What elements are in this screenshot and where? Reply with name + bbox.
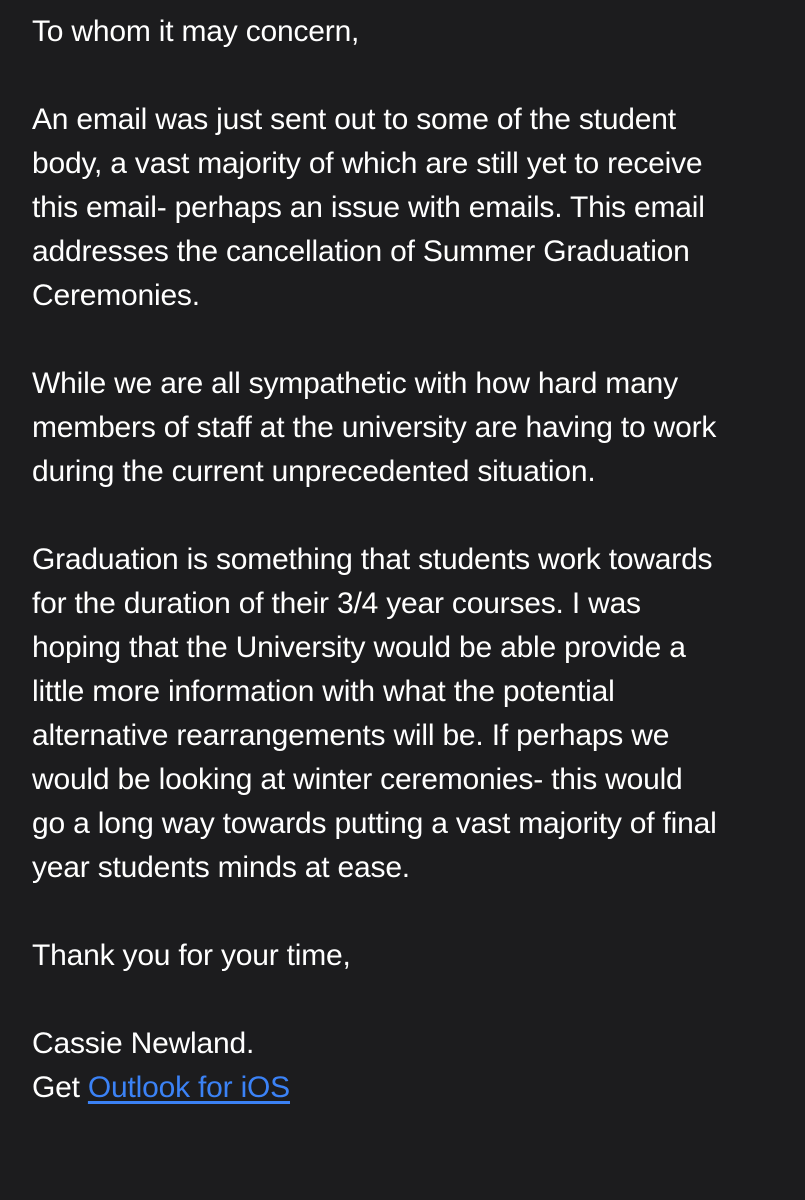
- greeting-line: To whom it may concern,: [32, 15, 360, 48]
- paragraph-line: little more information with what the potential: [32, 675, 615, 708]
- paragraph-line: While we are all sympathetic with how hard many: [32, 367, 678, 400]
- paragraph-line: body, a vast majority of which are still yet to receive: [32, 147, 703, 180]
- paragraph-line: this email- perhaps an issue with emails. This email: [32, 191, 705, 224]
- paragraph-line: An email was just sent out to some of the student: [32, 103, 676, 136]
- paragraph-sympathy: [32, 362, 773, 494]
- paragraph-line: members of staff at the university are having to work: [32, 411, 717, 444]
- paragraph-line: hoping that the University would be able provide a: [32, 631, 686, 664]
- footer-line: [32, 1066, 773, 1110]
- closing-line: Thank you for your time,: [32, 939, 351, 972]
- closing: [32, 934, 773, 978]
- paragraph-line: Ceremonies.: [32, 279, 200, 312]
- paragraph-line: would be looking at winter ceremonies- this would: [32, 763, 683, 796]
- paragraph-request: [32, 538, 773, 890]
- signature-name: Cassie Newland.: [32, 1027, 255, 1060]
- outlook-for-ios-link[interactable]: Outlook for iOS: [87, 1071, 290, 1104]
- paragraph-line: Graduation is something that students work towards: [32, 543, 713, 576]
- paragraph-line: alternative rearrangements will be. If perhaps we: [32, 719, 670, 752]
- paragraph-line: addresses the cancellation of Summer Graduation: [32, 235, 690, 268]
- paragraph-line: go a long way towards putting a vast majority of final: [32, 807, 717, 840]
- paragraph-line: during the current unprecedented situation.: [32, 455, 596, 488]
- paragraph-line: year students minds at ease.: [32, 851, 410, 884]
- footer-prefix: Get: [32, 1071, 80, 1104]
- paragraph-line: for the duration of their 3/4 year courses. I was: [32, 587, 641, 620]
- greeting: [32, 10, 773, 54]
- paragraph-cancellation-notice: [32, 98, 773, 318]
- signature-block: [32, 1022, 773, 1110]
